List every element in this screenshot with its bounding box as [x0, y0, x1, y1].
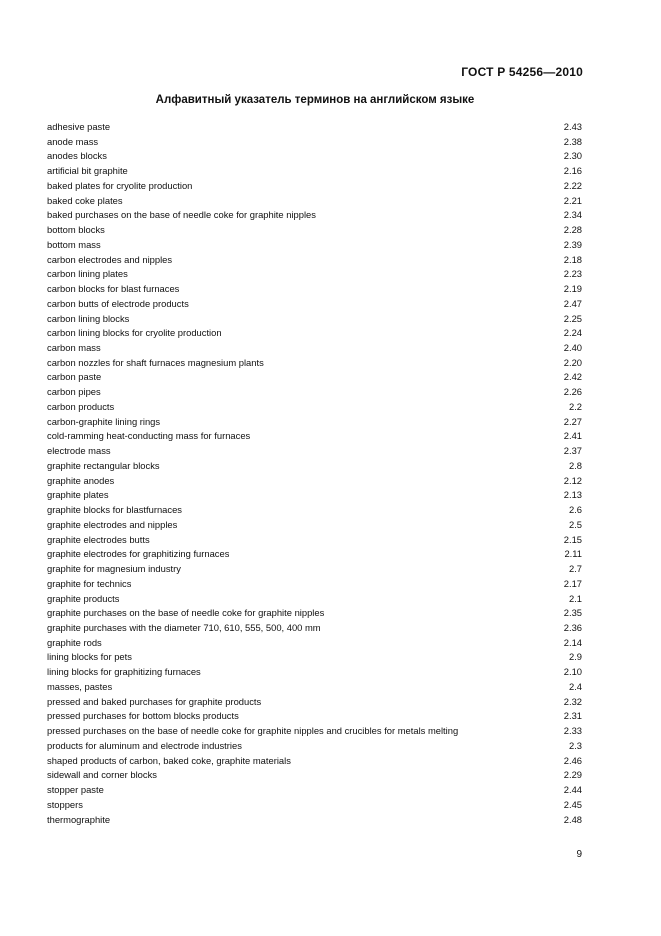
index-ref: 2.31 — [563, 710, 582, 722]
index-ref: 2.40 — [563, 342, 582, 354]
index-entry — [47, 149, 582, 164]
index-term: carbon-graphite lining rings — [47, 415, 161, 427]
index-ref: 2.38 — [563, 135, 582, 147]
index-ref: 2.18 — [563, 253, 582, 265]
index-term: adhesive paste — [47, 121, 111, 132]
index-entry — [47, 135, 582, 150]
index-ref: 2.43 — [563, 121, 582, 132]
index-term: lining blocks for graphitizing furnaces — [47, 666, 201, 678]
index-entry — [47, 680, 582, 695]
index-term: graphite purchases with the diameter 710, 610, 555, 500, 400 mm — [47, 621, 321, 633]
index-ref: 2.35 — [563, 607, 582, 619]
index-ref: 2.22 — [563, 179, 582, 191]
index-ref: 2.15 — [563, 533, 582, 545]
index-term: carbon electrodes and nipples — [47, 253, 173, 265]
index-term: thermographite — [47, 813, 111, 825]
index-ref: 2.34 — [563, 209, 582, 221]
index-entry — [47, 754, 582, 769]
index-ref: 2.14 — [563, 636, 582, 648]
index-entry — [47, 356, 582, 371]
index-entry — [47, 518, 582, 533]
index-term: graphite for technics — [47, 577, 132, 589]
index-entry — [47, 444, 582, 459]
index-ref: 2.48 — [563, 813, 582, 825]
index-entry — [47, 724, 582, 739]
index-entry — [47, 385, 582, 400]
index-ref: 2.26 — [563, 386, 582, 398]
index-ref: 2.33 — [563, 725, 582, 737]
index-ref: 2.17 — [563, 577, 582, 589]
index-term: baked purchases on the base of needle coke for graphite nipples — [47, 209, 316, 221]
document-code: ГОСТ Р 54256—2010 — [461, 65, 583, 79]
index-entry — [47, 621, 582, 636]
index-ref: 2.10 — [563, 666, 582, 678]
index-term: carbon butts of electrode products — [47, 297, 189, 309]
index-term: stoppers — [47, 798, 83, 810]
index-ref: 2.13 — [563, 489, 582, 501]
index-ref: 2.44 — [563, 784, 582, 796]
index-ref: 2.30 — [563, 150, 582, 162]
index-entry — [47, 503, 582, 518]
index-entry — [47, 326, 582, 341]
index-term: carbon nozzles for shaft furnaces magnesium plants — [47, 356, 264, 368]
index-entry — [47, 164, 582, 179]
index-entry — [47, 695, 582, 710]
index-entry — [47, 798, 582, 813]
index-entry — [47, 297, 582, 312]
index-ref: 2.2 — [568, 400, 582, 412]
index-term: anode mass — [47, 135, 99, 147]
index-title: Алфавитный указатель терминов на английском языке — [155, 94, 475, 106]
index-ref: 2.45 — [563, 798, 582, 810]
index-ref: 2.46 — [563, 754, 582, 766]
index-entry — [47, 120, 582, 135]
index-term: graphite plates — [47, 489, 109, 501]
index-entry — [47, 267, 582, 282]
index-entry — [47, 253, 582, 268]
index-entry — [47, 179, 582, 194]
index-term: carbon lining blocks for cryolite production — [47, 327, 222, 339]
index-term: pressed and baked purchases for graphite products — [47, 695, 262, 707]
index-entry — [47, 768, 582, 783]
index-entry — [47, 636, 582, 651]
index-term: graphite blocks for blastfurnaces — [47, 504, 182, 516]
index-term: masses, pastes — [47, 680, 113, 692]
index-term: cold-ramming heat-conducting mass for furnaces — [47, 430, 251, 442]
index-entry — [47, 547, 582, 562]
index-term: sidewall and corner blocks — [47, 769, 157, 781]
index-term: pressed purchases on the base of needle coke for graphite nipples and crucibles for metals melting — [47, 725, 459, 737]
index-entry — [47, 341, 582, 356]
page-number: 9 — [576, 849, 582, 860]
index-term: graphite electrodes for graphitizing furnaces — [47, 548, 230, 560]
index-ref: 2.20 — [563, 356, 582, 368]
index-ref: 2.11 — [564, 548, 582, 560]
index-entry — [47, 739, 582, 754]
index-ref: 2.28 — [563, 224, 582, 236]
index-entry — [47, 312, 582, 327]
index-ref: 2.19 — [563, 283, 582, 295]
index-ref: 2.27 — [563, 415, 582, 427]
index-entry — [47, 562, 582, 577]
index-ref: 2.36 — [563, 621, 582, 633]
index-entry — [47, 194, 582, 209]
index-term: baked coke plates — [47, 194, 123, 206]
index-term: carbon pipes — [47, 386, 101, 398]
index-entry — [47, 415, 582, 430]
index-term: graphite for magnesium industry — [47, 563, 181, 575]
index-term: artificial bit graphite — [47, 165, 128, 177]
index-ref: 2.1 — [568, 592, 582, 604]
index-term: graphite anodes — [47, 474, 115, 486]
index-term: carbon blocks for blast furnaces — [47, 283, 180, 295]
index-ref: 2.24 — [563, 327, 582, 339]
index-entry — [47, 783, 582, 798]
index-term: carbon lining plates — [47, 268, 128, 280]
index-entry — [47, 370, 582, 385]
index-entry — [47, 238, 582, 253]
index-entry — [47, 533, 582, 548]
index-entry — [47, 474, 582, 489]
index-ref: 2.5 — [568, 518, 582, 530]
index-ref: 2.39 — [563, 238, 582, 250]
index-list — [47, 120, 582, 827]
index-term: graphite electrodes butts — [47, 533, 150, 545]
index-term: graphite products — [47, 592, 120, 604]
index-entry — [47, 650, 582, 665]
index-ref: 2.8 — [568, 459, 582, 471]
index-term: bottom blocks — [47, 224, 105, 236]
index-term: pressed purchases for bottom blocks products — [47, 710, 239, 722]
index-entry — [47, 282, 582, 297]
index-ref: 2.9 — [568, 651, 582, 663]
index-term: products for aluminum and electrode industries — [47, 739, 242, 751]
index-ref: 2.41 — [563, 430, 582, 442]
index-ref: 2.4 — [568, 680, 582, 692]
index-entry — [47, 429, 582, 444]
index-term: electrode mass — [47, 445, 111, 457]
index-entry — [47, 400, 582, 415]
index-ref: 2.6 — [568, 504, 582, 516]
index-ref: 2.21 — [563, 194, 582, 206]
index-ref: 2.42 — [563, 371, 582, 383]
index-term: bottom mass — [47, 238, 101, 250]
index-ref: 2.3 — [568, 739, 582, 751]
index-term: carbon paste — [47, 371, 102, 383]
index-entry — [47, 665, 582, 680]
index-ref: 2.16 — [563, 165, 582, 177]
index-term: carbon products — [47, 400, 115, 412]
index-term: stopper paste — [47, 784, 104, 796]
index-term: carbon mass — [47, 342, 101, 354]
index-term: graphite electrodes and nipples — [47, 518, 178, 530]
index-entry — [47, 223, 582, 238]
index-entry — [47, 606, 582, 621]
index-term: baked plates for cryolite production — [47, 179, 193, 191]
index-entry — [47, 813, 582, 828]
index-entry — [47, 488, 582, 503]
index-ref: 2.25 — [563, 312, 582, 324]
index-term: shaped products of carbon, baked coke, graphite materials — [47, 754, 291, 766]
index-entry — [47, 577, 582, 592]
index-term: carbon lining blocks — [47, 312, 130, 324]
index-ref: 2.32 — [563, 695, 582, 707]
index-entry — [47, 208, 582, 223]
index-term: lining blocks for pets — [47, 651, 132, 663]
index-entry — [47, 709, 582, 724]
index-term: graphite purchases on the base of needle coke for graphite nipples — [47, 607, 325, 619]
index-ref: 2.23 — [563, 268, 582, 280]
index-ref: 2.12 — [563, 474, 582, 486]
index-entry — [47, 459, 582, 474]
index-ref: 2.37 — [563, 445, 582, 457]
index-ref: 2.47 — [563, 297, 582, 309]
index-term: graphite rods — [47, 636, 102, 648]
index-term: graphite rectangular blocks — [47, 459, 160, 471]
index-term: anodes blocks — [47, 150, 107, 162]
index-ref: 2.7 — [568, 563, 582, 575]
index-ref: 2.29 — [563, 769, 582, 781]
index-entry — [47, 592, 582, 607]
